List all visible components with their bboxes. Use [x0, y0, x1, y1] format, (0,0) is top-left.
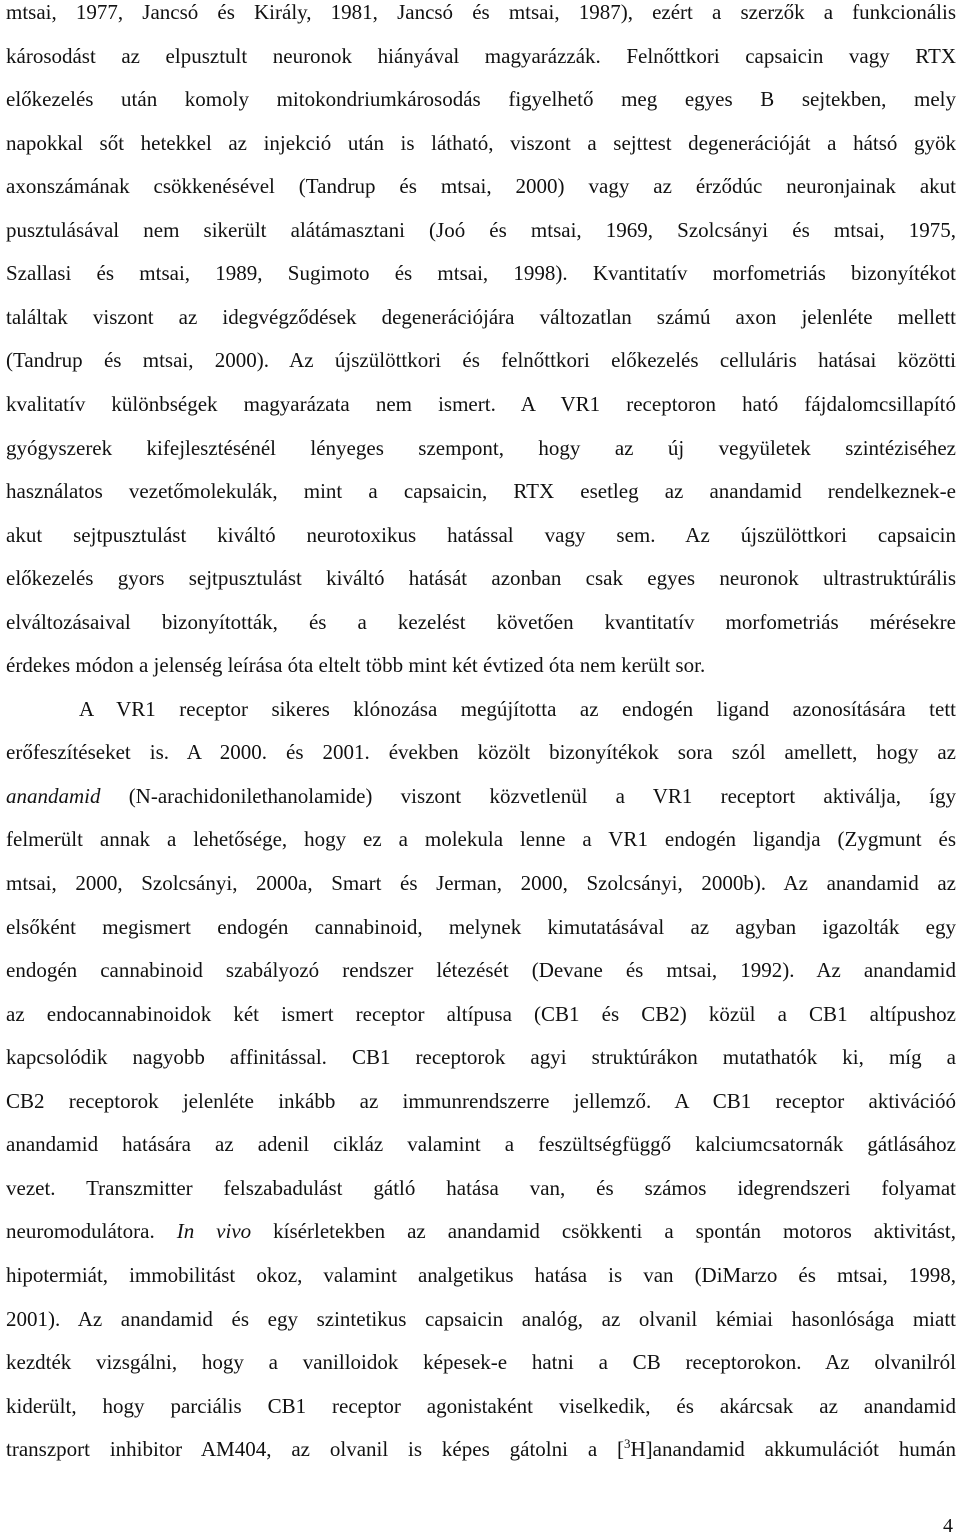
text-segment: endogén cannabinoid szabályozó rendszer létezését (Devane és mtsai, 1992). Az anandamid — [6, 958, 956, 983]
text-segment: kiderült, hogy parciális CB1 receptor agonistaként viselkedik, és akárcsak az anandamid — [6, 1393, 956, 1418]
text-segment: Szallasi és mtsai, 1989, Sugimoto és mtsai, 1998). Kvantitatív morfometriás bizonyítékot — [6, 261, 956, 286]
text-segment: pusztulásával nem sikerült alátámasztani (Joó és mtsai, 1969, Szolcsányi és mtsai, 1975, — [6, 217, 956, 242]
text-line — [6, 1002, 956, 1026]
text-line — [6, 305, 956, 329]
text-segment: anandamid hatására az adenil cikláz valamint a feszültségfüggő kalciumcsatornák gátlásához — [6, 1132, 956, 1157]
text-line — [6, 436, 956, 460]
text-line — [6, 1089, 956, 1113]
text-line — [6, 1132, 956, 1156]
text-line — [6, 1350, 956, 1374]
text-line — [6, 348, 956, 372]
text-line — [6, 697, 956, 721]
text-segment: CB2 receptorok jelenléte inkább az immunrendszerre jellemző. A CB1 receptor aktivációó — [6, 1088, 956, 1113]
text-line — [6, 1394, 956, 1418]
text-line — [6, 87, 956, 111]
text-segment: hipotermiát, immobilitást okoz, valamint analgetikus hatása is van (DiMarzo és mtsai, 1998, — [6, 1262, 956, 1287]
text-line — [6, 479, 956, 503]
text-line — [6, 1307, 956, 1331]
text-segment: (N-arachidonilethanolamide) viszont közvetlenül a VR1 receptort aktiválja, így — [100, 783, 956, 808]
text-line — [6, 0, 956, 24]
text-segment: napokkal sőt hetekkel az injekció után is látható, viszont a sejttest degenerációját a hátsó gyök — [6, 130, 956, 155]
text-line — [6, 566, 956, 590]
text-segment: 2001). Az anandamid és egy szintetikus capsaicin analóg, az olvanil kémiai hasonlósága miatt — [6, 1306, 956, 1331]
text-segment: elsőként megismert endogén cannabinoid, melynek kimutatásával az agyban igazolták egy — [6, 914, 956, 939]
text-segment: érdekes módon a jelenség leírása óta eltelt több mint két évtized óta nem került sor. — [6, 653, 706, 678]
text-segment: előkezelés gyors sejtpusztulást kiváltó hatását azonban csak egyes neuronok ultrastruktúrális — [6, 566, 956, 591]
text-line — [6, 131, 956, 155]
text-segment: neuromodulátora. — [6, 1219, 177, 1244]
text-segment: H]anandamid akkumulációt humán — [630, 1437, 957, 1462]
superscript-text: 3 — [624, 1436, 631, 1452]
text-line — [6, 392, 956, 416]
text-line — [6, 174, 956, 198]
text-segment: akut sejtpusztulást kiváltó neurotoxikus hatással vagy sem. Az újszülöttkori capsaicin — [6, 522, 956, 547]
italic-text: anandamid — [6, 783, 101, 808]
text-segment: kvalitatív különbségek magyarázata nem ismert. A VR1 receptoron ható fájdalomcsillapító — [6, 391, 956, 416]
text-line — [6, 740, 956, 764]
text-segment: elváltozásaival bizonyították, és a kezelést követően kvantitatív morfometriás mérésekre — [6, 609, 956, 634]
text-segment: vezet. Transzmitter felszabadulást gátló hatása van, és számos idegrendszeri folyamat — [6, 1175, 956, 1200]
text-segment: axonszámának csökkenésével (Tandrup és mtsai, 2000) vagy az érződúc neuronjainak akut — [6, 174, 956, 199]
text-line — [6, 261, 956, 285]
text-segment: (Tandrup és mtsai, 2000). Az újszülöttkori és felnőttkori előkezelés celluláris hatásai közötti — [6, 348, 956, 373]
text-segment: kezdték vizsgálni, hogy a vanilloidok képesek-e hatni a CB receptorokon. Az olvanilról — [6, 1350, 956, 1375]
text-line — [6, 1219, 956, 1243]
page-number: 4 — [943, 1515, 953, 1537]
text-line — [6, 1437, 956, 1461]
text-segment: mtsai, 1977, Jancsó és Király, 1981, Jancsó és mtsai, 1987), ezért a szerzők a funkcionális — [6, 0, 956, 24]
text-line — [6, 958, 956, 982]
text-line — [6, 44, 956, 68]
text-segment: erőfeszítéseket is. A 2000. és 2001. években közölt bizonyítékok sora szól amellett, hogy az — [6, 740, 956, 765]
text-segment: felmerült annak a lehetősége, hogy ez a molekula lenne a VR1 endogén ligandja (Zygmunt és — [6, 827, 956, 852]
text-segment: kapcsolódik nagyobb affinitással. CB1 receptorok agyi struktúrákon mutathatók ki, míg a — [6, 1045, 956, 1070]
text-segment: az endocannabinoidok két ismert receptor altípusa (CB1 és CB2) közül a CB1 altípushoz — [6, 1001, 956, 1026]
text-segment: kísérletekben az anandamid csökkenti a spontán motoros aktivitást, — [251, 1219, 956, 1244]
text-line — [6, 523, 956, 547]
text-line — [6, 1263, 956, 1287]
text-line — [6, 871, 956, 895]
text-segment: transzport inhibitor AM404, az olvanil is képes gátolni a [ — [6, 1437, 625, 1462]
text-segment: találtak viszont az idegvégződések degenerációjára változatlan számú axon jelenléte mellett — [6, 304, 956, 329]
text-line — [6, 1045, 956, 1069]
text-line — [6, 653, 956, 677]
text-line — [6, 610, 956, 634]
italic-text: In vivo — [176, 1219, 252, 1244]
text-line — [6, 827, 956, 851]
text-segment: mtsai, 2000, Szolcsányi, 2000a, Smart és Jerman, 2000, Szolcsányi, 2000b). Az anandamid az — [6, 871, 956, 895]
text-line — [6, 1176, 956, 1200]
text-segment: gyógyszerek kifejlesztésénél lényeges szempont, hogy az új vegyületek szintéziséhez — [6, 435, 956, 460]
text-segment: előkezelés után komoly mitokondriumkárosodás figyelhető meg egyes B sejtekben, mely — [6, 87, 956, 112]
text-segment: használatos vezetőmolekulák, mint a capsaicin, RTX esetleg az anandamid rendelkeznek-e — [6, 479, 956, 504]
text-segment: károsodást az elpusztult neuronok hiányával magyarázzák. Felnőttkori capsaicin vagy RTX — [6, 43, 956, 68]
text-line — [6, 784, 956, 808]
text-line — [6, 218, 956, 242]
text-segment: A VR1 receptor sikeres klónozása megújította az endogén ligand azonosítására tett — [79, 696, 956, 721]
text-line — [6, 915, 956, 939]
